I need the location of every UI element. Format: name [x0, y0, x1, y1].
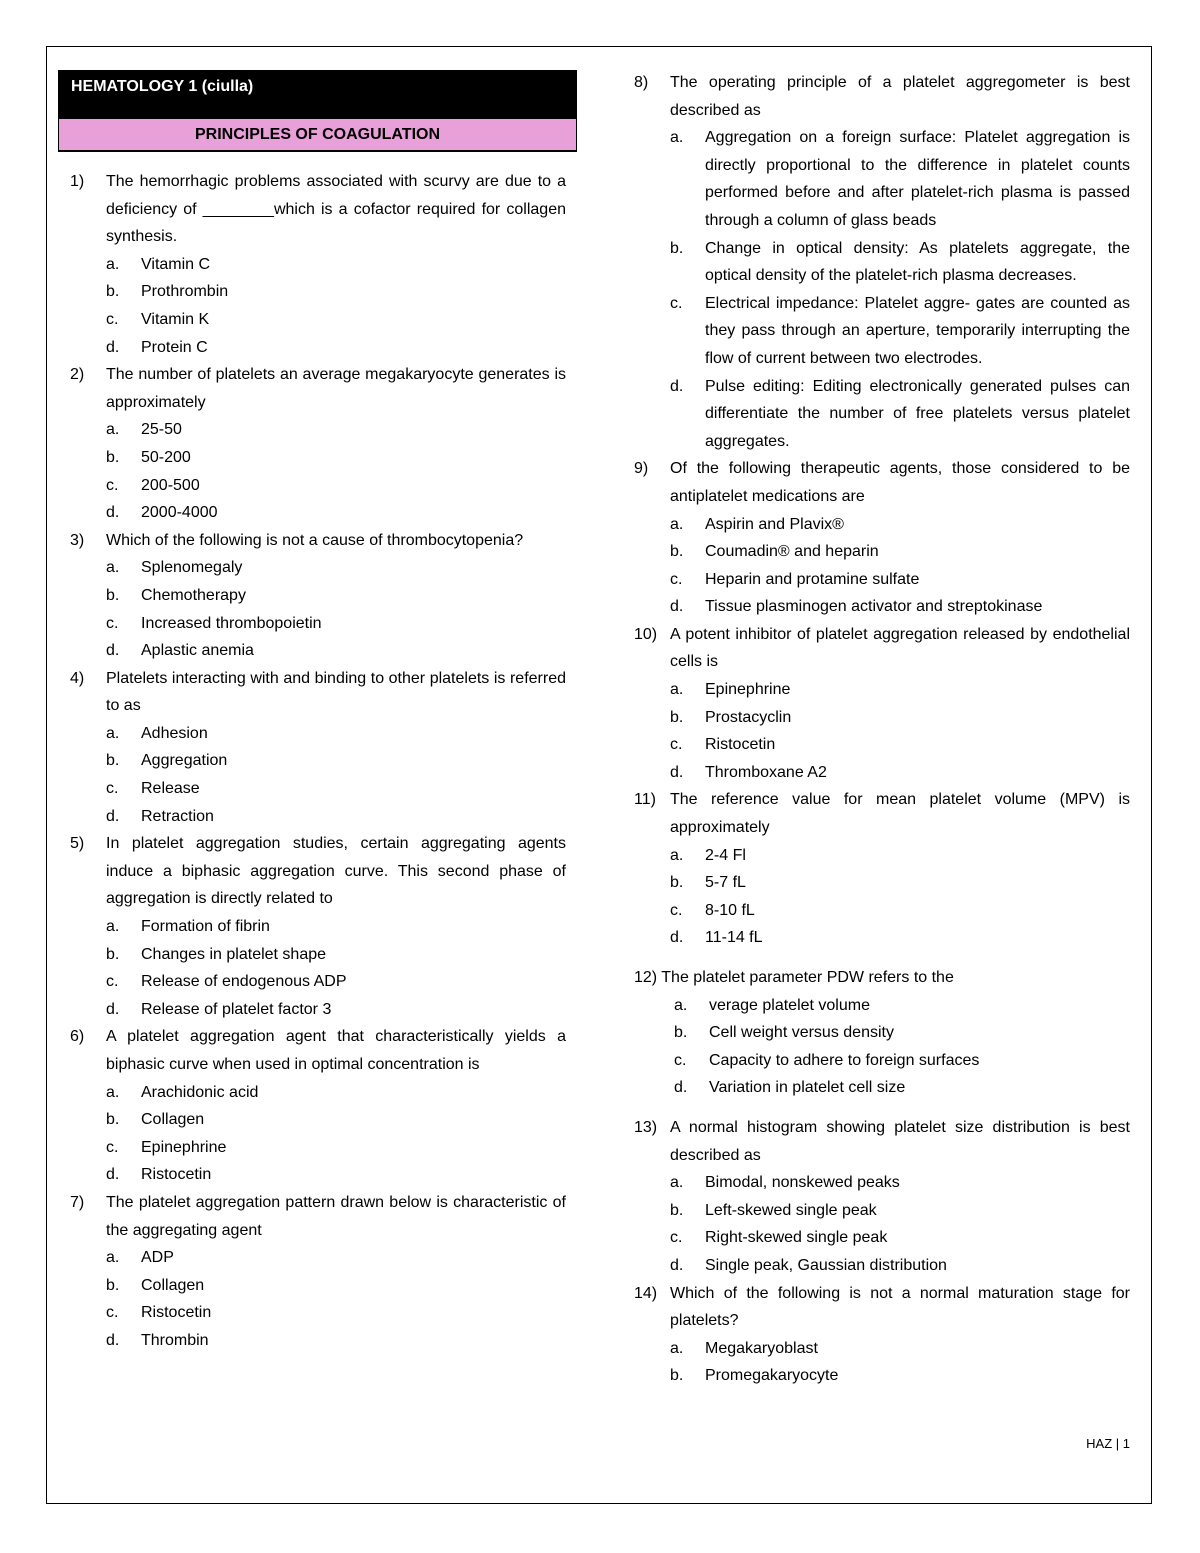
- option-text: Arachidonic acid: [141, 1083, 259, 1101]
- question-text: The reference value for mean platelet volume (MPV) is approximately: [670, 791, 1130, 837]
- option-text: Bimodal, nonskewed peaks: [705, 1174, 900, 1192]
- option-text: Ristocetin: [141, 1304, 212, 1322]
- answer-option: [634, 1335, 1130, 1363]
- option-letter: d.: [106, 1000, 120, 1018]
- question-block: [634, 455, 1130, 621]
- option-text: Promegakaryocyte: [705, 1367, 839, 1385]
- answer-option: [70, 1106, 566, 1134]
- option-text: Release of endogenous ADP: [141, 973, 347, 991]
- answer-option: [70, 610, 566, 638]
- option-letter: b.: [670, 1367, 684, 1385]
- option-text: Formation of fibrin: [141, 918, 270, 936]
- answer-option: [70, 968, 566, 996]
- option-letter: c.: [670, 736, 683, 754]
- right-questions-a: [634, 69, 1130, 952]
- option-letter: c.: [106, 476, 119, 494]
- question: [70, 1023, 566, 1078]
- option-letter: a.: [106, 559, 120, 577]
- option-text: Prothrombin: [141, 283, 229, 301]
- answer-option: [634, 676, 1130, 704]
- answer-option: [70, 941, 566, 969]
- answer-option: [70, 996, 566, 1024]
- answer-option: [634, 235, 1130, 290]
- option-text: Collagen: [141, 1276, 205, 1294]
- option-text: Adhesion: [141, 724, 208, 742]
- option-letter: c.: [106, 780, 119, 798]
- question-text: Of the following therapeutic agents, those considered to be antiplatelet medications are: [670, 460, 1130, 505]
- option-text: 11-14 fL: [705, 929, 763, 947]
- answer-option: [70, 1161, 566, 1189]
- option-letter: b.: [670, 708, 684, 726]
- option-text: Aggregation: [141, 752, 228, 770]
- question: [70, 665, 566, 720]
- option-text: Aplastic anemia: [141, 642, 254, 660]
- option-text: Aggregation on a foreign surface: Platelet aggregation is directly proportional to the difference in platelet counts performed before and after platelet-rich plasma is passed through a column of glass beads: [705, 129, 1130, 229]
- answer-option: [70, 1327, 566, 1355]
- question-number: 1): [70, 173, 85, 190]
- question: [634, 621, 1130, 676]
- question-number: 7): [70, 1193, 85, 1211]
- right-column: [634, 69, 1130, 1390]
- answer-option: [70, 582, 566, 610]
- answer-option: [70, 416, 566, 444]
- question-block: [70, 830, 566, 1023]
- question: [634, 1280, 1130, 1335]
- question-text: The operating principle of a platelet aggregometer is best described as: [670, 74, 1130, 119]
- question-block: [634, 786, 1130, 952]
- answer-option: [634, 992, 1130, 1020]
- option-letter: d.: [670, 763, 684, 781]
- option-text: 2000-4000: [141, 504, 218, 522]
- answer-option: [70, 747, 566, 775]
- option-letter: c.: [670, 570, 683, 588]
- option-letter: a.: [670, 1339, 684, 1357]
- question: [634, 455, 1130, 510]
- question-text: A potent inhibitor of platelet aggregation released by endothelial cells is: [670, 625, 1130, 671]
- option-text: 25-50: [141, 421, 182, 439]
- answer-option: [70, 499, 566, 527]
- answer-option: [634, 731, 1130, 759]
- option-letter: c.: [106, 1138, 119, 1156]
- option-letter: b.: [106, 1276, 120, 1294]
- question-number: 6): [70, 1028, 85, 1046]
- option-text: Changes in platelet shape: [141, 945, 327, 963]
- answer-option: [634, 124, 1130, 234]
- option-letter: b.: [106, 1111, 120, 1129]
- question: [634, 69, 1130, 124]
- answer-option: [634, 593, 1130, 621]
- option-text: Vitamin C: [141, 255, 211, 273]
- question-text: The platelet aggregation pattern drawn below is characteristic of the aggregating agent: [106, 1193, 566, 1239]
- option-text: Coumadin® and heparin: [705, 543, 879, 561]
- question-block: [70, 665, 566, 831]
- option-text: ADP: [141, 1249, 174, 1267]
- right-questions-b: [634, 1114, 1130, 1390]
- option-letter: b.: [674, 1024, 688, 1042]
- answer-option: [70, 637, 566, 665]
- answer-option: [70, 1272, 566, 1300]
- option-text: Capacity to adhere to foreign surfaces: [709, 1051, 980, 1069]
- option-text: Ristocetin: [705, 736, 776, 754]
- option-letter: c.: [106, 310, 119, 328]
- option-letter: a.: [674, 996, 688, 1014]
- option-text: Change in optical density: As platelets aggregate, the optical density of the platelet-rich plasma decreases.: [705, 239, 1130, 285]
- question: [70, 168, 566, 251]
- option-letter: a.: [106, 1249, 120, 1267]
- option-text: Epinephrine: [705, 681, 791, 699]
- option-letter: c.: [106, 1304, 119, 1322]
- question: [70, 1189, 566, 1244]
- question: [70, 361, 566, 416]
- question-text: A normal histogram showing platelet size distribution is best described as: [670, 1118, 1130, 1164]
- option-text: Increased thrombopoietin: [141, 614, 322, 632]
- option-text: Ristocetin: [141, 1166, 212, 1184]
- option-letter: a.: [106, 724, 120, 742]
- question-number: 2): [70, 366, 85, 384]
- option-letter: b.: [670, 874, 684, 892]
- question-text: Which of the following is not a cause of thrombocytopenia?: [106, 531, 524, 549]
- answer-option: [70, 913, 566, 941]
- option-text: Release of platelet factor 3: [141, 1000, 332, 1018]
- option-letter: d.: [106, 1331, 120, 1349]
- option-letter: a.: [106, 255, 120, 273]
- answer-option: [70, 803, 566, 831]
- question-text: 12) The platelet parameter PDW refers to the: [634, 969, 954, 986]
- option-text: 5-7 fL: [705, 874, 746, 892]
- option-letter: d.: [106, 504, 120, 522]
- answer-option: [70, 775, 566, 803]
- option-text: Variation in platelet cell size: [709, 1079, 906, 1097]
- option-text: Thrombin: [141, 1331, 209, 1349]
- answer-option: [70, 334, 566, 362]
- option-text: Tissue plasminogen activator and streptokinase: [705, 598, 1043, 616]
- answer-option: [634, 373, 1130, 456]
- answer-option: [634, 842, 1130, 870]
- option-letter: d.: [106, 1166, 120, 1184]
- option-text: Electrical impedance: Platelet aggre- gates are counted as they pass through an aperture, temporarily interrupting the flow of current between two electrodes.: [705, 294, 1130, 367]
- question-text: Platelets interacting with and binding to other platelets is referred to as: [106, 669, 566, 715]
- answer-option: [70, 554, 566, 582]
- option-letter: d.: [106, 807, 120, 825]
- option-letter: b.: [670, 1201, 684, 1219]
- answer-option: [70, 1079, 566, 1107]
- question-number: 13): [634, 1118, 658, 1136]
- option-text: Left-skewed single peak: [705, 1201, 877, 1219]
- answer-option: [634, 1197, 1130, 1225]
- option-letter: b.: [670, 543, 684, 561]
- question-text: In platelet aggregation studies, certain aggregating agents induce a biphasic aggregation curve. This second phase of aggregation is directly related to: [106, 835, 566, 908]
- answer-option: [634, 538, 1130, 566]
- answer-option: [634, 511, 1130, 539]
- question-text: The number of platelets an average megakaryocyte generates is approximately: [106, 366, 566, 411]
- option-letter: d.: [670, 1256, 684, 1274]
- question-number: 3): [70, 531, 85, 549]
- question-block: [70, 527, 566, 665]
- option-text: Release: [141, 780, 200, 798]
- answer-option: [70, 720, 566, 748]
- question: [70, 527, 566, 555]
- question-block: [70, 361, 566, 527]
- option-text: Pulse editing: Editing electronically generated pulses can differentiate the number of free platelets versus platelet aggregates.: [705, 377, 1130, 450]
- question-text: Which of the following is not a normal maturation stage for platelets?: [670, 1284, 1130, 1330]
- option-letter: c.: [106, 614, 119, 632]
- question-text: The hemorrhagic problems associated with scurvy are due to a deficiency of ________which is a cofactor required for collagen synthesis.: [106, 173, 566, 246]
- option-text: Epinephrine: [141, 1138, 227, 1156]
- answer-option: [634, 290, 1130, 373]
- option-letter: b.: [106, 752, 120, 770]
- question-block: [70, 168, 566, 361]
- question-number: 9): [634, 460, 649, 478]
- option-text: Single peak, Gaussian distribution: [705, 1256, 947, 1274]
- option-text: 8-10 fL: [705, 901, 755, 919]
- option-letter: d.: [670, 377, 684, 395]
- option-text: Retraction: [141, 807, 214, 825]
- question-options: [634, 992, 1130, 1102]
- answer-option: [70, 1244, 566, 1272]
- option-letter: b.: [670, 239, 684, 257]
- option-letter: a.: [670, 681, 684, 699]
- option-letter: a.: [670, 515, 684, 533]
- option-letter: b.: [106, 945, 120, 963]
- option-text: Splenomegaly: [141, 559, 243, 577]
- section-title: PRINCIPLES OF COAGULATION: [59, 118, 576, 150]
- question-number: 8): [634, 74, 649, 91]
- answer-option: [634, 566, 1130, 594]
- answer-option: [634, 1224, 1130, 1252]
- question: [634, 786, 1130, 841]
- option-text: Prostacyclin: [705, 708, 792, 726]
- answer-option: [70, 444, 566, 472]
- option-letter: a.: [106, 421, 120, 439]
- option-text: Right-skewed single peak: [705, 1229, 888, 1247]
- answer-option: [634, 704, 1130, 732]
- header-box: [58, 70, 577, 152]
- answer-option: [634, 1362, 1130, 1390]
- option-text: 2-4 Fl: [705, 846, 746, 864]
- option-letter: c.: [106, 973, 119, 991]
- answer-option: [634, 897, 1130, 925]
- answer-option: [634, 759, 1130, 787]
- answer-option: [70, 251, 566, 279]
- option-text: 50-200: [141, 448, 191, 466]
- option-letter: b.: [106, 586, 120, 604]
- answer-option: [634, 869, 1130, 897]
- answer-option: [634, 1252, 1130, 1280]
- question-number: 4): [70, 669, 85, 687]
- option-letter: d.: [670, 929, 684, 947]
- option-text: verage platelet volume: [709, 996, 870, 1014]
- question-block: [634, 69, 1130, 455]
- answer-option: [634, 1074, 1130, 1102]
- option-letter: d.: [670, 598, 684, 616]
- question-number: 11): [634, 791, 656, 809]
- question: [70, 830, 566, 913]
- option-letter: a.: [670, 1174, 684, 1192]
- option-text: Chemotherapy: [141, 586, 246, 604]
- option-letter: d.: [106, 642, 120, 660]
- question-number: 5): [70, 835, 85, 853]
- option-letter: a.: [106, 918, 120, 936]
- option-letter: c.: [670, 1229, 683, 1247]
- option-letter: a.: [106, 1083, 120, 1101]
- question: [634, 1114, 1130, 1169]
- question-number: 14): [634, 1284, 658, 1302]
- question-block: [634, 1280, 1130, 1390]
- option-letter: c.: [670, 294, 683, 312]
- option-text: Protein C: [141, 338, 208, 356]
- option-text: Megakaryoblast: [705, 1339, 818, 1357]
- question-block: [634, 621, 1130, 787]
- answer-option: [634, 1047, 1130, 1075]
- option-letter: b.: [106, 283, 120, 301]
- option-text: Thromboxane A2: [705, 763, 827, 781]
- option-text: Vitamin K: [141, 310, 210, 328]
- page-footer: HAZ | 1: [1086, 1436, 1130, 1451]
- answer-option: [634, 924, 1130, 952]
- answer-option: [70, 306, 566, 334]
- question-number: 10): [634, 625, 658, 643]
- answer-option: [70, 472, 566, 500]
- option-letter: b.: [106, 448, 120, 466]
- document-title: HEMATOLOGY 1 (ciulla): [59, 71, 576, 118]
- question-block: [70, 1023, 566, 1189]
- left-column: [70, 168, 566, 1355]
- question-12: [634, 964, 1130, 1102]
- option-letter: c.: [674, 1051, 687, 1069]
- answer-option: [70, 278, 566, 306]
- option-letter: d.: [674, 1079, 688, 1097]
- option-text: Collagen: [141, 1111, 205, 1129]
- answer-option: [634, 1169, 1130, 1197]
- option-text: Cell weight versus density: [709, 1024, 894, 1042]
- option-letter: a.: [670, 129, 684, 147]
- answer-option: [70, 1134, 566, 1162]
- option-text: 200-500: [141, 476, 200, 494]
- answer-option: [70, 1299, 566, 1327]
- question-text: A platelet aggregation agent that characteristically yields a biphasic curve when used in optimal concentration is: [106, 1028, 566, 1073]
- option-letter: a.: [670, 846, 684, 864]
- question-block: [70, 1189, 566, 1355]
- option-text: Aspirin and Plavix®: [705, 515, 844, 533]
- question-block: [634, 1114, 1130, 1280]
- option-letter: c.: [670, 901, 683, 919]
- option-letter: d.: [106, 338, 120, 356]
- option-text: Heparin and protamine sulfate: [705, 570, 920, 588]
- answer-option: [634, 1019, 1130, 1047]
